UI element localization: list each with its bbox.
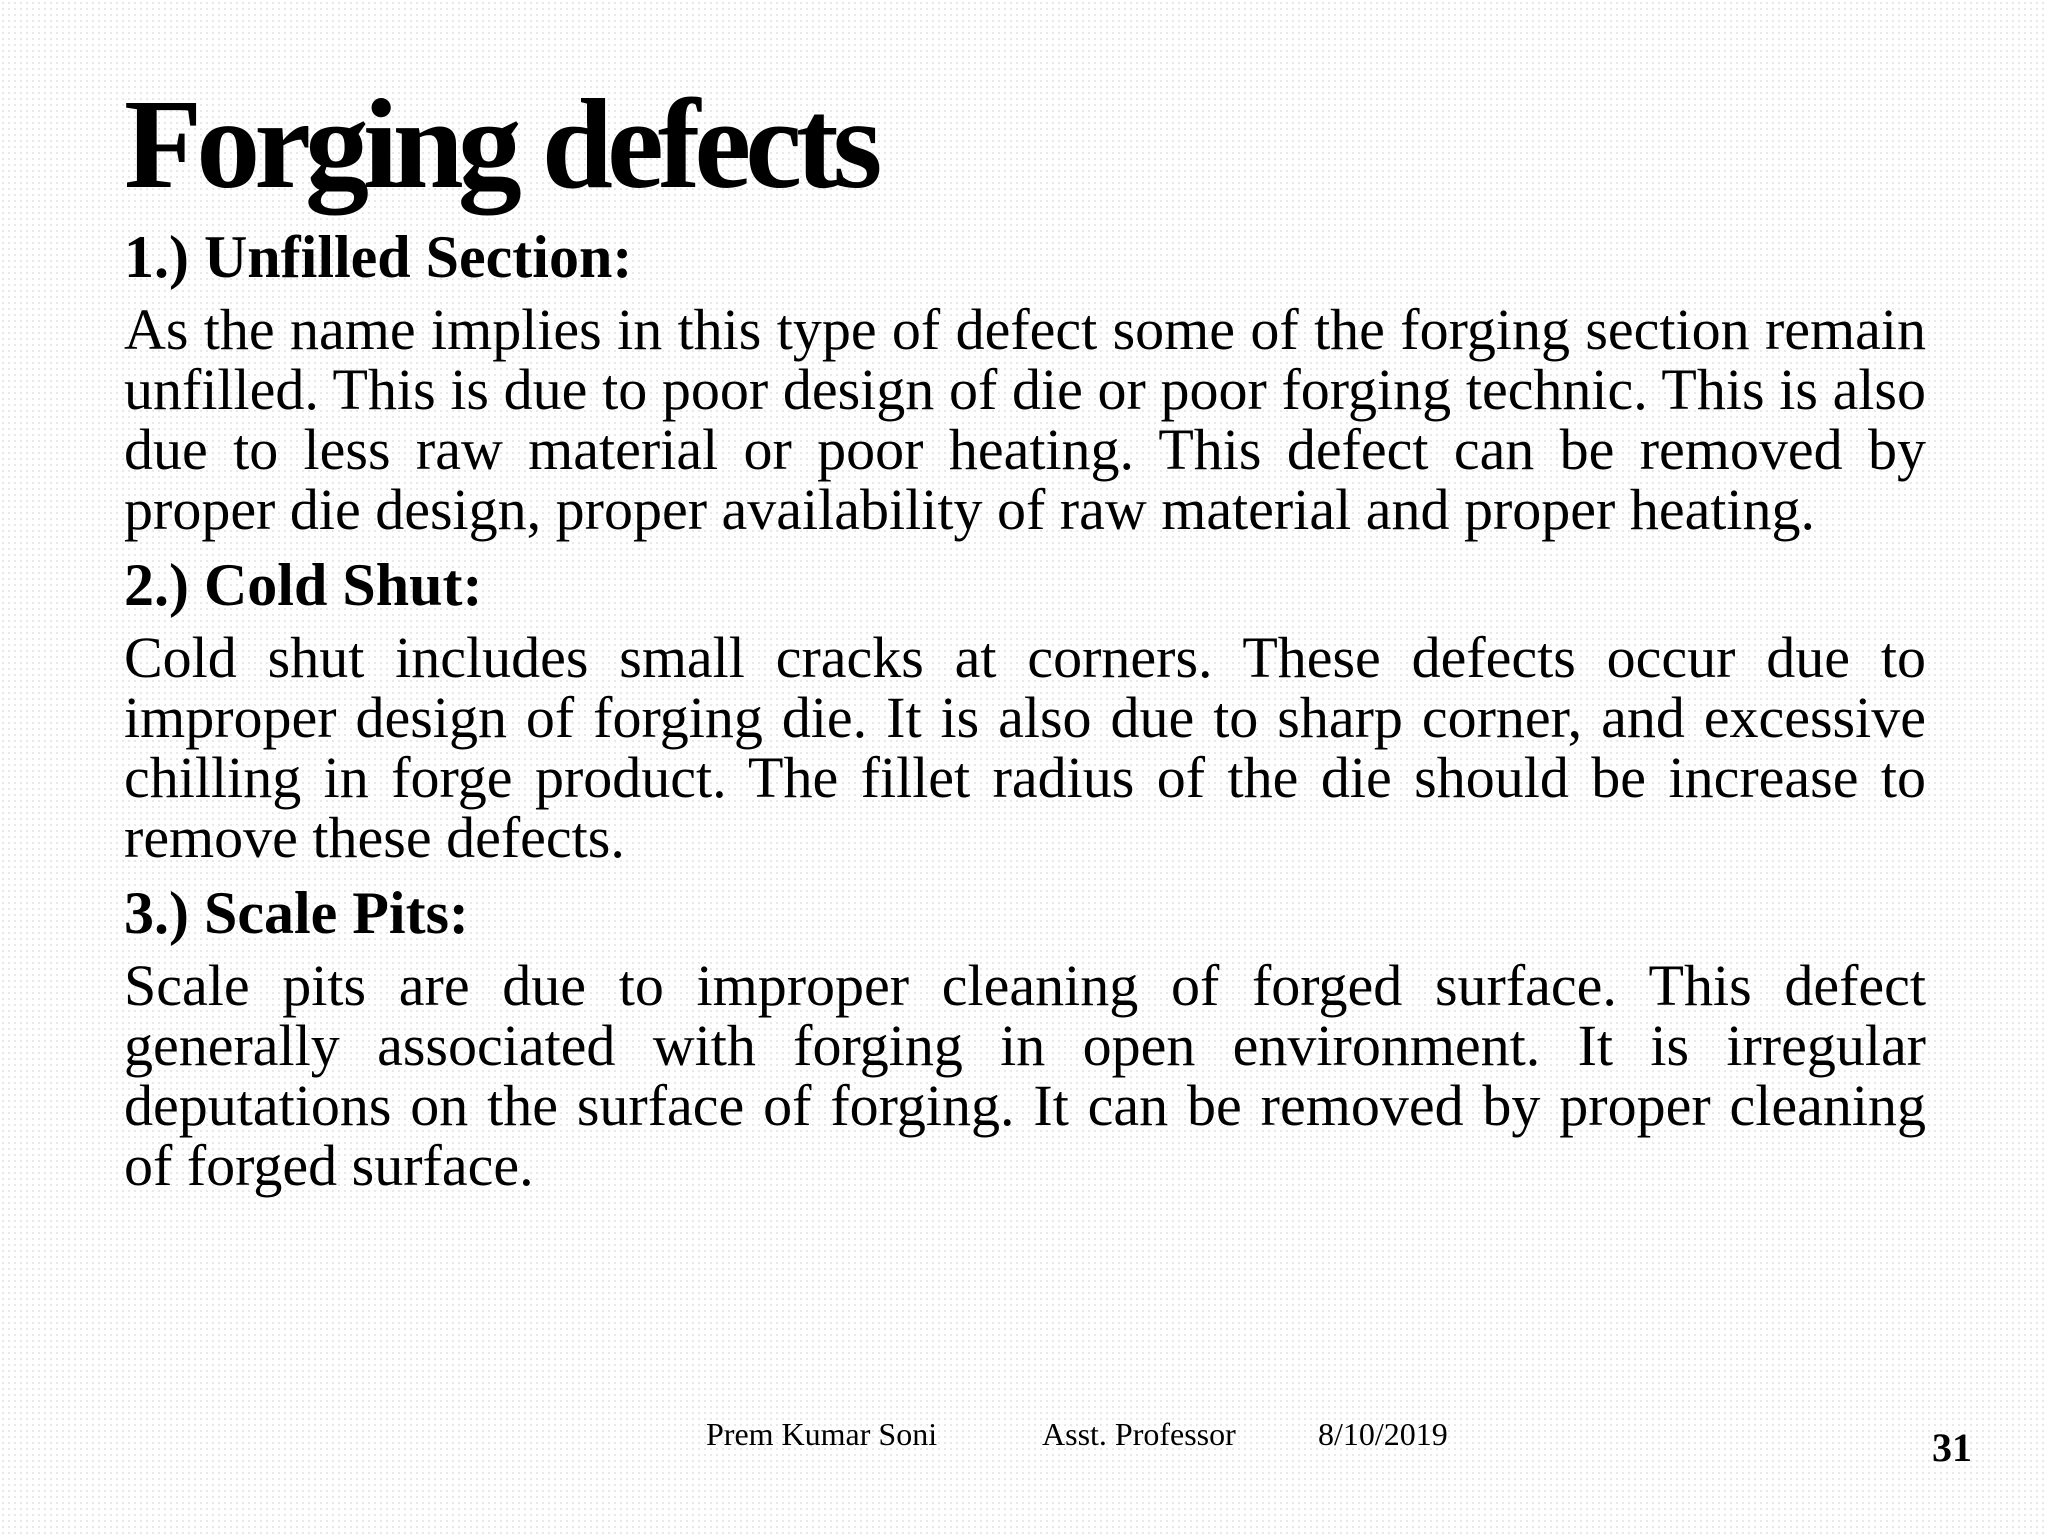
section-cold-shut — [124, 550, 1926, 868]
section-body: As the name implies in this type of defect some of the forging section remain unfilled. This is due to poor design of die or poor forging technic. This is also due to less raw material or poor heating. This defect can be removed by proper die design, proper availability of raw material and proper heating. — [124, 297, 1926, 542]
slide-footer — [0, 1414, 2048, 1454]
section-scale-pits — [124, 878, 1926, 1196]
slide-content — [124, 222, 1926, 1206]
page-number: 31 — [1932, 1425, 1972, 1470]
section-heading: 2.) Cold Shut: — [124, 552, 483, 618]
footer-role: Asst. Professor — [1042, 1416, 1236, 1452]
footer-author: Prem Kumar Soni — [706, 1416, 938, 1452]
section-heading: 3.) Scale Pits: — [124, 880, 469, 946]
section-body: Scale pits are due to improper cleaning of forged surface. This defect generally associated with forging in open environment. It is irregular deputations on the surface of forging. It can be removed by proper cleaning of forged surface. — [124, 953, 1926, 1198]
section-unfilled-section — [124, 222, 1926, 540]
section-heading: 1.) Unfilled Section: — [124, 224, 633, 290]
section-body: Cold shut includes small cracks at corners. These defects occur due to improper design of forging die. It is also due to sharp corner, and excessive chilling in forge product. The fillet radius of the die should be increase to remove these defects. — [124, 625, 1926, 870]
slide-title: Forging defects — [124, 73, 877, 215]
footer-date: 8/10/2019 — [1318, 1416, 1448, 1452]
